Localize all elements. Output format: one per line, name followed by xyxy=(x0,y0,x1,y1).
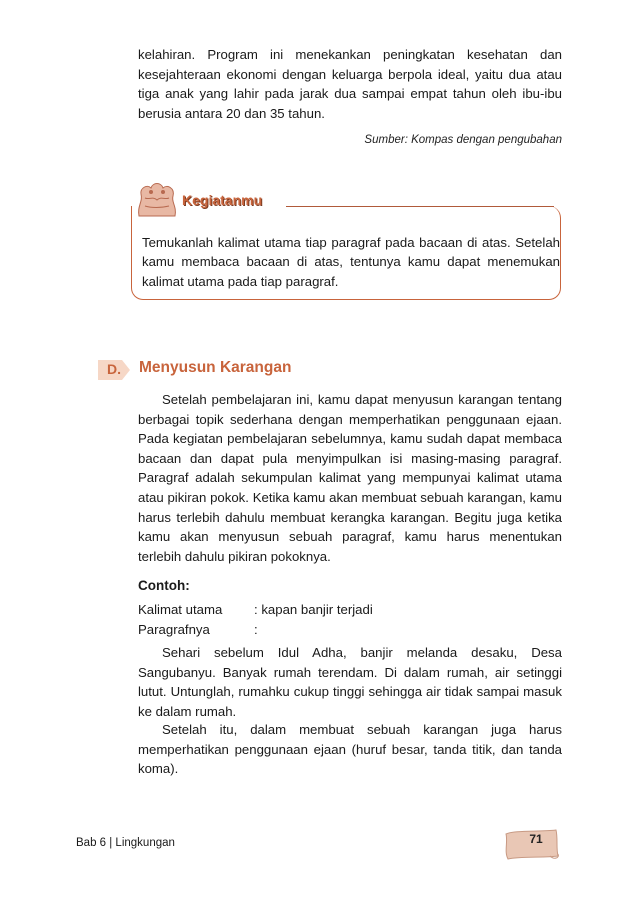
section-paragraph-2: Sehari sebelum Idul Adha, banjir melanda desaku, Desa Sangubanyu. Banyak rumah terendam. Di dalam rumah, air setinggi lutut. Untunglah, rumahku cukup tinggi sehingga air tidak sampai masuk ke dalam rumah. xyxy=(138,645,562,719)
section-title: Menyusun Karangan xyxy=(139,359,292,376)
intro-paragraph: kelahiran. Program ini menekankan peningkatan kesehatan dan kesejahteraan ekonomi dengan keluarga berpola ideal, yaitu dua atau tiga anak yang lahir pada jarak dua sampai empat tahun oleh ibu-ibu berusia antara 20 dan 35 tahun. xyxy=(138,47,562,121)
example-label: Contoh: xyxy=(138,578,190,593)
footer-chapter: Bab 6 | Lingkungan xyxy=(76,837,175,849)
paragraph-row xyxy=(138,622,258,637)
activity-text: Temukanlah kalimat utama tiap paragraf pada bacaan di atas. Setelah kamu membaca bacaan di atas, tentunya kamu dapat menemukan kalimat utama pada tiap paragraf. xyxy=(142,235,560,289)
paragraph-value: : xyxy=(254,622,258,637)
source-citation: Sumber: Kompas dengan pengubahan xyxy=(364,134,562,146)
main-sentence-row xyxy=(138,602,373,617)
page-number: 71 xyxy=(529,832,543,846)
section-paragraph-1: Setelah pembelajaran ini, kamu dapat menyusun karangan tentang berbagai topik sederhana dengan memperhatikan penggunaan ejaan. Pada kegiatan pembelajaran sebelumnya, kamu sudah dapat membaca bacaan dan dapat pula menyimpulkan isi masing-masing paragraf. Paragraf adalah sekumpulan kalimat yang mempunyai kalimat utama atau pikiran pokok. Ketika kamu akan membuat sebuah karangan, kamu harus terlebih dahulu membuat kerangka karangan. Begitu juga ketika kamu akan menyusun sebuah paragraf, kamu harus menentukan terlebih dahulu pikiran pokoknya. xyxy=(138,392,562,564)
main-sentence-label: Kalimat utama xyxy=(138,602,223,617)
section-letter: D. xyxy=(107,361,121,377)
paragraph-label: Paragrafnya xyxy=(138,622,210,637)
main-sentence-value: : kapan banjir terjadi xyxy=(254,602,373,617)
activity-title: Kegiatanmu xyxy=(182,192,263,208)
section-paragraph-3: Setelah itu, dalam membuat sebuah karangan juga harus memperhatikan penggunaan ejaan (huruf besar, tanda titik, dan tanda koma). xyxy=(138,722,562,777)
